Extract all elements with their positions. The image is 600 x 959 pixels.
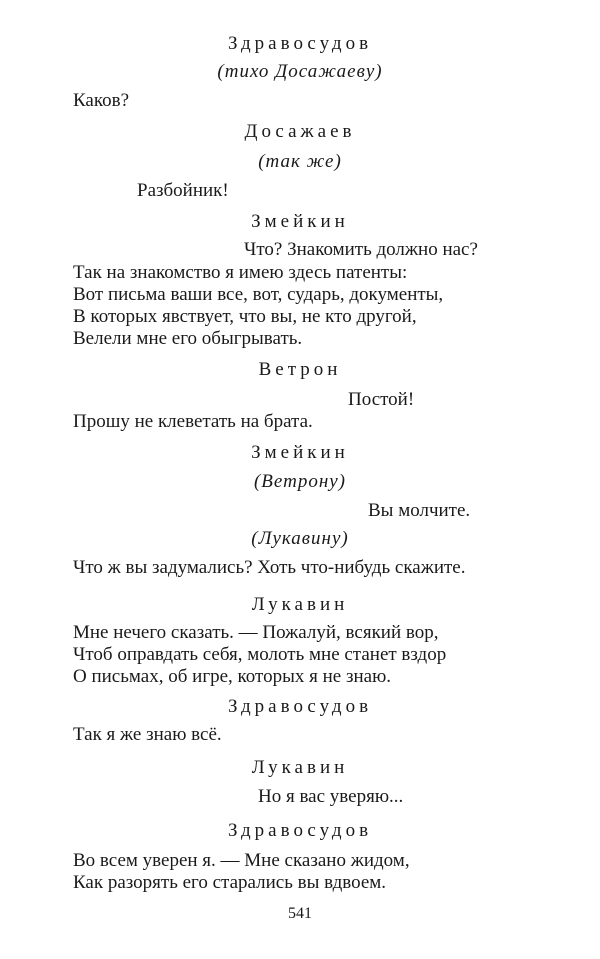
speaker-name: Змейкин bbox=[251, 442, 349, 463]
stage-direction: (Лукавину) bbox=[251, 528, 349, 549]
verse-line: Так на знакомство я имею здесь патенты: bbox=[73, 262, 408, 283]
stage-direction: (Ветрону) bbox=[253, 471, 347, 492]
verse-line: Что ж вы задумались? Хоть что-нибудь скажите. bbox=[73, 557, 466, 578]
speaker-name: Лукавин bbox=[251, 594, 349, 615]
stage-direction: (так же) bbox=[258, 151, 342, 172]
speaker-name: Ветрон bbox=[258, 359, 342, 380]
speaker-name: Здравосудов bbox=[227, 33, 373, 54]
speaker-name: Здравосудов bbox=[227, 820, 373, 841]
speaker-name: Лукавин bbox=[251, 757, 349, 778]
verse-line: Велели мне его обыгрывать. bbox=[73, 328, 303, 349]
verse-line: Так я же знаю всё. bbox=[73, 724, 222, 745]
verse-line: В которых явствует, что вы, не кто другой, bbox=[73, 306, 417, 327]
page-number: 541 bbox=[288, 905, 312, 922]
verse-line: О письмах, об игре, которых я не знаю. bbox=[73, 666, 392, 687]
verse-line: Но я вас уверяю... bbox=[258, 786, 404, 807]
verse-line: Как разорять его старались вы вдвоем. bbox=[73, 872, 387, 893]
stage-direction: (тихо Досажаеву) bbox=[217, 61, 383, 82]
verse-line: Во всем уверен я. — Мне сказано жидом, bbox=[73, 850, 410, 871]
speaker-name: Здравосудов bbox=[227, 696, 373, 717]
verse-line: Вот письма ваши все, вот, сударь, документы, bbox=[73, 284, 444, 305]
verse-line: Каков? bbox=[73, 90, 130, 111]
speaker-name: Змейкин bbox=[251, 211, 349, 232]
verse-line: Разбойник! bbox=[137, 180, 229, 201]
verse-line: Чтоб оправдать себя, молоть мне станет вздор bbox=[73, 644, 447, 665]
verse-line: Мне нечего сказать. — Пожалуй, всякий вор, bbox=[73, 622, 439, 643]
verse-line: Постой! bbox=[348, 389, 415, 410]
speaker-name: Досажаев bbox=[244, 121, 356, 142]
verse-line: Вы молчите. bbox=[368, 500, 471, 521]
verse-line: Прошу не клеветать на брата. bbox=[73, 411, 313, 432]
verse-line: Что? Знакомить должно нас? bbox=[244, 239, 478, 260]
